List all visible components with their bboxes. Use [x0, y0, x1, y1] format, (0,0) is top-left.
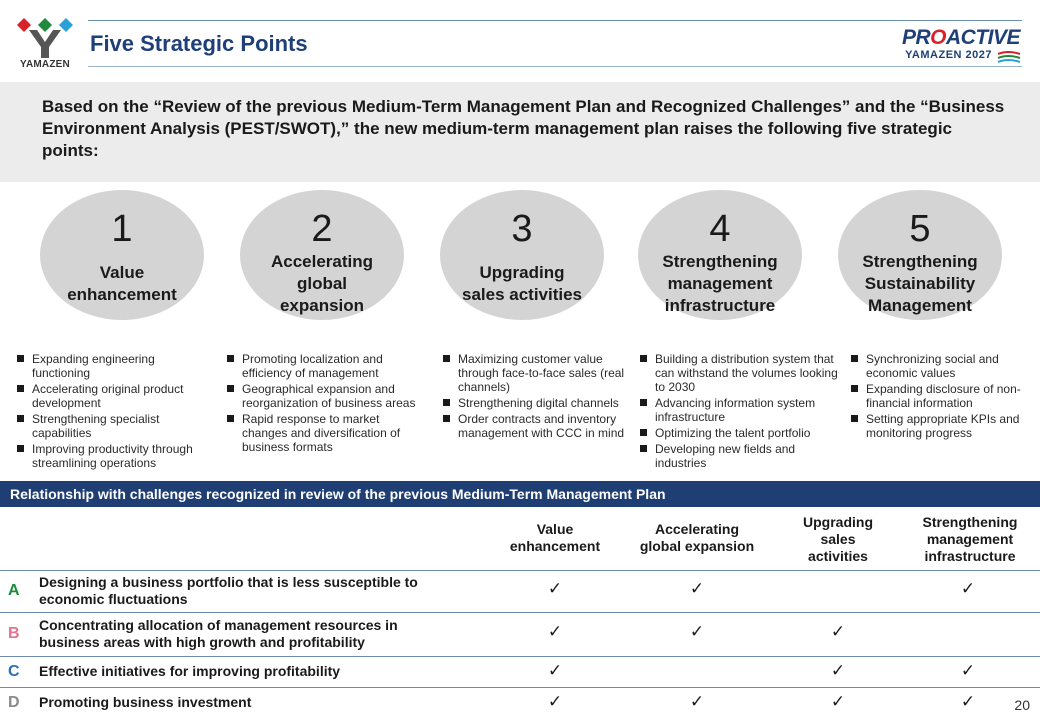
row-divider: [0, 687, 1040, 688]
strategic-point-4: [638, 190, 838, 480]
row-label: Effective initiatives for improving profitability: [39, 663, 341, 679]
point-bullets: [16, 352, 214, 472]
check-mark-icon: ✓: [830, 661, 846, 680]
point-circle: [440, 190, 604, 320]
point-number: 3: [511, 208, 533, 250]
check-mark-icon: ✓: [960, 661, 976, 680]
column-header: Upgrading sales activities: [803, 514, 873, 564]
check-mark-icon: ✓: [547, 579, 563, 598]
list-item: Advancing information system infrastructure: [639, 396, 839, 424]
row-letter: A: [8, 582, 20, 599]
list-item: Optimizing the talent portfolio: [639, 426, 839, 440]
intro-text: Based on the “Review of the previous Medium-Term Management Plan and Recognized Challenges” and the “Business Environment Analysis (PEST/SWOT),” the new medium-term management plan raises the following five strategic points:: [42, 97, 1005, 160]
point-circle: [240, 190, 404, 320]
table-row: [0, 615, 1040, 656]
point-name: Accelerating global expansion: [270, 252, 374, 315]
check-mark-icon: ✓: [960, 692, 976, 711]
row-divider: [0, 656, 1040, 657]
row-divider: [0, 612, 1040, 613]
list-item: Strengthening specialist capabilities: [16, 412, 214, 440]
check-mark-icon: ✓: [547, 622, 563, 641]
list-item: Developing new fields and industries: [639, 442, 839, 470]
title-rule: [88, 20, 1022, 21]
table-row: [0, 689, 1040, 718]
point-name: Value enhancement: [67, 263, 177, 304]
point-bullets: [226, 352, 422, 456]
point-number: 2: [311, 208, 333, 250]
point-number: 1: [111, 208, 133, 250]
table-row: [0, 658, 1040, 687]
page-title: Five Strategic Points: [90, 31, 308, 56]
column-header: Accelerating global expansion: [639, 521, 755, 554]
point-number: 4: [709, 208, 731, 250]
point-circle: [40, 190, 204, 320]
intro-panel: [0, 82, 1040, 182]
list-item: Setting appropriate KPIs and monitoring progress: [850, 412, 1032, 440]
point-bullets: [442, 352, 628, 442]
row-label: Concentrating allocation of management resources in business areas with high growth and profitability: [39, 617, 398, 650]
list-item: Accelerating original product development: [16, 382, 214, 410]
list-item: Expanding disclosure of non-financial information: [850, 382, 1032, 410]
column-header: Strengthening management infrastructure: [922, 514, 1018, 564]
row-letter: C: [8, 663, 20, 680]
list-item: Promoting localization and efficiency of management: [226, 352, 422, 380]
row-label: Designing a business portfolio that is less susceptible to economic fluctuations: [39, 574, 418, 607]
relationship-title: Relationship with challenges recognized in review of the previous Medium-Term Management Plan: [10, 486, 666, 502]
list-item: Maximizing customer value through face-to-face sales (real channels): [442, 352, 628, 394]
list-item: Expanding engineering functioning: [16, 352, 214, 380]
point-bullets: [850, 352, 1032, 442]
check-mark-icon: ✓: [689, 692, 705, 711]
check-mark-icon: ✓: [689, 622, 705, 641]
strategic-point-3: [440, 190, 640, 480]
point-circle: [638, 190, 802, 320]
table-row: [0, 572, 1040, 612]
strategic-point-2: [240, 190, 440, 480]
list-item: Building a distribution system that can withstand the volumes looking to 2030: [639, 352, 839, 394]
yamazen-logo: [16, 16, 74, 76]
check-mark-icon: ✓: [830, 622, 846, 641]
relationship-header-bar: [0, 481, 1040, 507]
brand-stripes-icon: [996, 51, 1022, 63]
point-number: 5: [909, 208, 931, 250]
point-circle: [838, 190, 1002, 320]
row-divider: [0, 570, 1040, 571]
logo-text: YAMAZEN: [20, 59, 70, 70]
column-header: Value enhancement: [509, 521, 601, 554]
point-name: Strengthening Sustainability Management: [862, 252, 978, 315]
proactive-brand-logo: [890, 26, 1022, 66]
check-mark-icon: ✓: [830, 692, 846, 711]
check-mark-icon: ✓: [547, 692, 563, 711]
list-item: Improving productivity through streamlining operations: [16, 442, 214, 470]
list-item: Synchronizing social and economic values: [850, 352, 1032, 380]
check-mark-icon: ✓: [689, 579, 705, 598]
point-name: Strengthening management infrastructure: [662, 252, 778, 315]
check-mark-icon: ✓: [960, 579, 976, 598]
check-mark-icon: ✓: [547, 661, 563, 680]
brand-sub-text: YAMAZEN 2027: [905, 49, 992, 61]
header-rule: [88, 66, 1022, 67]
row-label: Promoting business investment: [39, 694, 252, 710]
strategic-point-5: [838, 190, 1038, 480]
row-letter: B: [8, 625, 20, 642]
list-item: Strengthening digital channels: [442, 396, 628, 410]
row-letter: D: [8, 694, 20, 711]
page-number: 20: [1014, 697, 1030, 713]
point-name: Upgrading sales activities: [461, 263, 583, 304]
list-item: Geographical expansion and reorganization of business areas: [226, 382, 422, 410]
list-item: Rapid response to market changes and diversification of business formats: [226, 412, 422, 454]
brand-main-text: PROACTIVE: [901, 26, 1020, 49]
list-item: Order contracts and inventory management with CCC in mind: [442, 412, 628, 440]
point-bullets: [639, 352, 839, 472]
yamazen-logo-mark: [16, 16, 74, 60]
strategic-point-1: [32, 190, 240, 480]
